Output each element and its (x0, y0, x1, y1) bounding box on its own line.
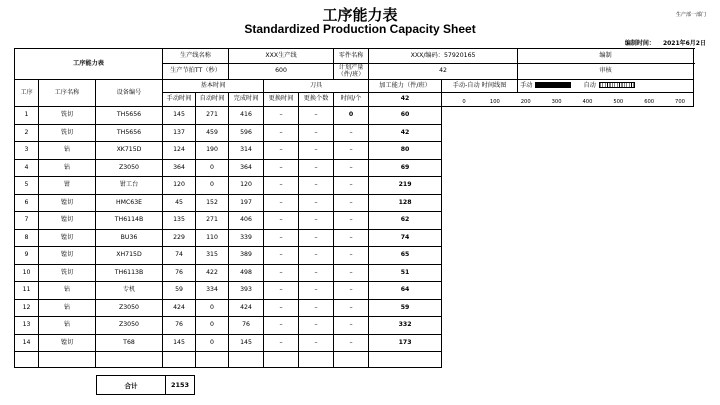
date-info (625, 38, 706, 47)
timeline-chart: 0 100 200 300 400 500 600 7001234567891011121314 (450, 99, 685, 347)
cell-complete[interactable]: 364 (229, 159, 264, 177)
cell-equipment[interactable]: TH6113B (96, 264, 163, 282)
legend-manual-label: 手动 (520, 82, 533, 90)
x-tick-label: 500 (613, 99, 624, 105)
cell-auto[interactable]: 190 (196, 142, 229, 160)
cell-change-count[interactable]: – (299, 282, 334, 300)
cell-seq[interactable]: 2 (15, 124, 39, 142)
cell-seq[interactable]: 10 (15, 264, 39, 282)
cell-process[interactable]: 钻 (39, 159, 96, 177)
cell-process[interactable]: 铣切 (39, 107, 96, 125)
cell-change-time[interactable]: – (264, 194, 299, 212)
cell-manual[interactable]: 124 (163, 142, 196, 160)
cell-manual[interactable]: 424 (163, 299, 196, 317)
cell-seq[interactable]: 14 (15, 334, 39, 352)
x-tick-label: 200 (520, 99, 531, 105)
cell-seq[interactable]: 3 (15, 142, 39, 160)
cell-auto[interactable]: 0 (196, 177, 229, 195)
cell-time-per[interactable]: – (334, 247, 369, 265)
cell-time-per[interactable]: – (334, 334, 369, 352)
cell-change-time[interactable]: – (264, 177, 299, 195)
cell-time-per[interactable]: – (334, 282, 369, 300)
department-label: 生产部一部门 (675, 12, 706, 18)
table-row (15, 282, 694, 300)
cell-equipment[interactable]: Z3050 (96, 299, 163, 317)
cell-auto[interactable]: 459 (196, 124, 229, 142)
cell-change-count[interactable]: – (299, 264, 334, 282)
cell-seq[interactable]: 4 (15, 159, 39, 177)
cell-equipment[interactable]: 专机 (96, 282, 163, 300)
cell-complete[interactable]: 145 (229, 334, 264, 352)
col-seq: 工序 (15, 80, 39, 107)
cell-auto[interactable]: 315 (196, 247, 229, 265)
col-complete-time: 完成时间 (229, 93, 264, 107)
takt-label: 生产节拍TT（秒） (163, 64, 229, 80)
cell-complete[interactable]: 120 (229, 177, 264, 195)
total-table (96, 375, 195, 395)
cell-process[interactable]: 钻 (39, 299, 96, 317)
cell-capacity[interactable]: 173 (369, 334, 442, 352)
cell-time-per[interactable]: – (334, 229, 369, 247)
editor-label: 编制 (518, 49, 694, 64)
cell-process[interactable]: 钻 (39, 282, 96, 300)
cell-auto[interactable]: 152 (196, 194, 229, 212)
legend-auto-swatch (599, 82, 635, 88)
cell-auto[interactable]: 271 (196, 107, 229, 125)
cell-change-count[interactable]: – (299, 334, 334, 352)
cell-equipment[interactable]: Z3050 (96, 159, 163, 177)
table-row (15, 334, 694, 352)
col-auto-time: 自动时间 (196, 93, 229, 107)
cell-seq[interactable]: 13 (15, 317, 39, 335)
cell-manual[interactable]: 137 (163, 124, 196, 142)
cell-capacity[interactable]: 219 (369, 177, 442, 195)
blank-row (15, 352, 694, 368)
cell-process[interactable]: 铣切 (39, 264, 96, 282)
col-equipment: 设备编号 (96, 80, 163, 107)
table-row (15, 107, 694, 125)
sheet-title-en: Standardized Production Capacity Sheet (244, 22, 476, 36)
cell-capacity[interactable]: 62 (369, 212, 442, 230)
cell-complete[interactable]: 197 (229, 194, 264, 212)
cell-equipment[interactable]: BU36 (96, 229, 163, 247)
cell-capacity[interactable]: 42 (369, 124, 442, 142)
cell-auto[interactable]: 0 (196, 334, 229, 352)
cell-seq[interactable]: 8 (15, 229, 39, 247)
cell-seq[interactable]: 6 (15, 194, 39, 212)
col-change-count: 更换个数 (299, 93, 334, 107)
cell-seq[interactable]: 5 (15, 177, 39, 195)
cell-process[interactable]: 铣切 (39, 124, 96, 142)
plan-label: 计划产量（件/班） (334, 64, 369, 80)
takt-value[interactable]: 600 (229, 64, 334, 80)
line-name-label: 生产线名称 (163, 49, 229, 64)
cell-equipment[interactable]: Z3050 (96, 317, 163, 335)
legend-auto-label: 自动 (583, 82, 596, 90)
cell-process[interactable]: 镗切 (39, 194, 96, 212)
cell-change-time[interactable]: – (264, 299, 299, 317)
x-tick-label: 400 (582, 99, 593, 105)
cell-complete[interactable]: 393 (229, 282, 264, 300)
cell-auto[interactable]: 0 (196, 299, 229, 317)
cell-equipment[interactable]: TH5656 (96, 107, 163, 125)
table-row (15, 159, 694, 177)
table-row (15, 177, 694, 195)
cell-process[interactable]: 钳 (39, 177, 96, 195)
total-value: 2153 (166, 376, 195, 395)
cell-seq[interactable]: 11 (15, 282, 39, 300)
cell-complete[interactable]: 406 (229, 212, 264, 230)
x-tick-label: 300 (551, 99, 562, 105)
cell-manual[interactable]: 145 (163, 107, 196, 125)
table-row (15, 247, 694, 265)
cell-change-count[interactable]: – (299, 317, 334, 335)
cell-auto[interactable]: 110 (196, 229, 229, 247)
cell-seq[interactable]: 7 (15, 212, 39, 230)
x-tick-label: 600 (644, 99, 655, 105)
table-row (15, 124, 694, 142)
table-row (15, 212, 694, 230)
cell-auto[interactable]: 334 (196, 282, 229, 300)
x-tick-label: 0 (462, 99, 466, 105)
cell-change-time[interactable]: – (264, 247, 299, 265)
table-row (15, 317, 694, 335)
cell-auto[interactable]: 271 (196, 212, 229, 230)
cell-complete[interactable]: 76 (229, 317, 264, 335)
cell-time-per[interactable]: 0 (334, 107, 369, 125)
cell-capacity[interactable]: 69 (369, 159, 442, 177)
legend-manual-swatch (535, 82, 571, 88)
cell-capacity[interactable]: 128 (369, 194, 442, 212)
col-time-per: 时间/个 (334, 93, 369, 107)
form-title: 工序能力表 (15, 49, 163, 80)
cell-change-time[interactable]: – (264, 124, 299, 142)
cell-manual[interactable]: 74 (163, 247, 196, 265)
cell-manual[interactable]: 364 (163, 159, 196, 177)
cell-time-per[interactable]: – (334, 142, 369, 160)
cell-manual[interactable]: 76 (163, 264, 196, 282)
cell-equipment[interactable]: 钳工台 (96, 177, 163, 195)
cell-process[interactable]: 镗切 (39, 334, 96, 352)
part-name-label: 零件名称 (334, 49, 369, 64)
cell-time-per[interactable]: – (334, 194, 369, 212)
col-tool: 刀具 (264, 80, 369, 93)
table-row (15, 194, 694, 212)
total-label: 合计 (97, 376, 166, 395)
reviewer-label: 审核 (518, 64, 694, 80)
cell-capacity[interactable]: 60 (369, 107, 442, 125)
table-row (15, 142, 694, 160)
cell-change-time[interactable]: – (264, 107, 299, 125)
cell-auto[interactable]: 422 (196, 264, 229, 282)
cell-change-time[interactable]: – (264, 264, 299, 282)
cell-seq[interactable]: 12 (15, 299, 39, 317)
cell-time-per[interactable]: – (334, 317, 369, 335)
cell-process[interactable]: 钻 (39, 317, 96, 335)
cell-auto[interactable]: 0 (196, 159, 229, 177)
cell-manual[interactable]: 59 (163, 282, 196, 300)
cell-change-count[interactable]: – (299, 212, 334, 230)
cell-change-count[interactable]: – (299, 177, 334, 195)
cell-complete[interactable]: 339 (229, 229, 264, 247)
capacity-table (14, 48, 694, 368)
cell-change-time[interactable]: – (264, 142, 299, 160)
cell-equipment[interactable]: HMC63E (96, 194, 163, 212)
cell-capacity[interactable]: 65 (369, 247, 442, 265)
cell-equipment[interactable]: XK715D (96, 142, 163, 160)
col-process: 工序名称 (39, 80, 96, 107)
col-manual-time: 手动时间 (163, 93, 196, 107)
cell-manual[interactable]: 135 (163, 212, 196, 230)
cell-time-per[interactable]: – (334, 299, 369, 317)
cell-manual[interactable]: 229 (163, 229, 196, 247)
x-tick-label: 700 (675, 99, 685, 105)
sheet-title-cn: 工序能力表 (322, 6, 398, 24)
cell-change-time[interactable]: – (264, 229, 299, 247)
cell-manual[interactable]: 145 (163, 334, 196, 352)
cell-change-time[interactable]: – (264, 212, 299, 230)
capacity-header-value: 42 (369, 93, 442, 107)
col-capacity: 加工能力（件/班） (369, 80, 442, 93)
cell-capacity[interactable]: 74 (369, 229, 442, 247)
cell-complete[interactable]: 389 (229, 247, 264, 265)
col-change-time: 更换时间 (264, 93, 299, 107)
date-value: 2021年6月2日 (662, 40, 706, 47)
cell-manual[interactable]: 45 (163, 194, 196, 212)
cell-equipment[interactable]: XH715D (96, 247, 163, 265)
table-row (15, 229, 694, 247)
x-tick-label: 100 (489, 99, 500, 105)
cell-time-per[interactable]: – (334, 159, 369, 177)
cell-auto[interactable]: 0 (196, 317, 229, 335)
col-chart-title: 手动-自动 时间线图 (442, 80, 518, 93)
cell-time-per[interactable]: – (334, 177, 369, 195)
date-label: 编制时间： (624, 40, 655, 47)
col-basic-time: 基本时间 (163, 80, 264, 93)
table-body (15, 107, 694, 352)
cell-manual[interactable]: 120 (163, 177, 196, 195)
cell-change-count[interactable]: – (299, 142, 334, 160)
cell-complete[interactable]: 596 (229, 124, 264, 142)
cell-process[interactable]: 钻 (39, 142, 96, 160)
part-name-value[interactable]: XXX/编码：57920165 (369, 49, 518, 64)
cell-equipment[interactable]: TH6114B (96, 212, 163, 230)
cell-seq[interactable]: 1 (15, 107, 39, 125)
cell-change-count[interactable]: – (299, 159, 334, 177)
cell-capacity[interactable]: 59 (369, 299, 442, 317)
cell-process[interactable]: 镗切 (39, 212, 96, 230)
cell-change-time[interactable]: – (264, 282, 299, 300)
cell-change-count[interactable]: – (299, 107, 334, 125)
plan-value[interactable]: 42 (369, 64, 518, 80)
cell-capacity[interactable]: 80 (369, 142, 442, 160)
cell-time-per[interactable]: – (334, 264, 369, 282)
cell-change-count[interactable]: – (299, 299, 334, 317)
line-name-value[interactable]: XXX生产线 (229, 49, 334, 64)
cell-complete[interactable]: 314 (229, 142, 264, 160)
cell-complete[interactable]: 416 (229, 107, 264, 125)
cell-change-time[interactable]: – (264, 317, 299, 335)
cell-change-count[interactable]: – (299, 247, 334, 265)
cell-process[interactable]: 镗切 (39, 229, 96, 247)
cell-capacity[interactable]: 64 (369, 282, 442, 300)
cell-equipment[interactable]: T68 (96, 334, 163, 352)
cell-change-count[interactable]: – (299, 194, 334, 212)
cell-manual[interactable]: 76 (163, 317, 196, 335)
cell-change-count[interactable]: – (299, 229, 334, 247)
cell-time-per[interactable]: – (334, 124, 369, 142)
cell-seq[interactable]: 9 (15, 247, 39, 265)
cell-process[interactable]: 镗切 (39, 247, 96, 265)
cell-time-per[interactable]: – (334, 212, 369, 230)
cell-equipment[interactable]: TH5656 (96, 124, 163, 142)
chart-legend (518, 80, 694, 93)
table-row (15, 299, 694, 317)
cell-change-time[interactable]: – (264, 159, 299, 177)
cell-complete[interactable]: 498 (229, 264, 264, 282)
cell-change-time[interactable]: – (264, 334, 299, 352)
timeline-chart-cell (442, 93, 694, 347)
cell-capacity[interactable]: 332 (369, 317, 442, 335)
cell-complete[interactable]: 424 (229, 299, 264, 317)
table-row (15, 264, 694, 282)
cell-capacity[interactable]: 51 (369, 264, 442, 282)
cell-change-count[interactable]: – (299, 124, 334, 142)
